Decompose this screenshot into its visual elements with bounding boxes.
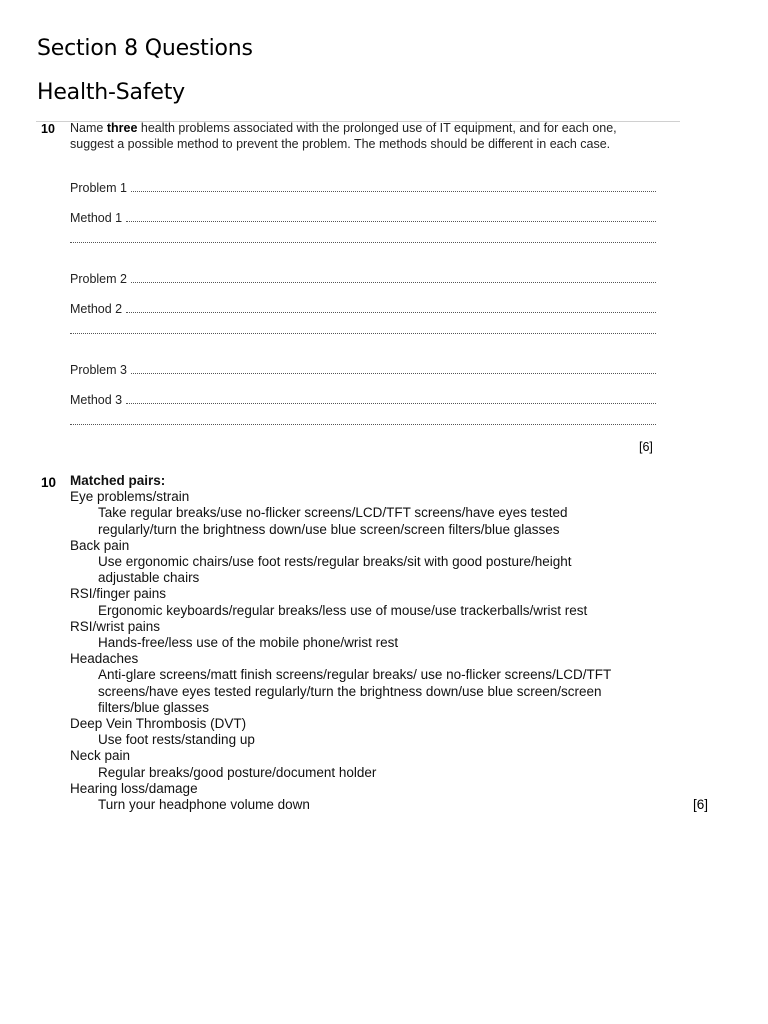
dotted-line bbox=[70, 242, 656, 243]
question-number: 10 bbox=[41, 122, 55, 136]
mark-scheme-title: Matched pairs: bbox=[70, 473, 166, 488]
mark-scheme bbox=[70, 473, 611, 813]
dotted-line bbox=[126, 403, 656, 404]
answer-line-problem-2 bbox=[70, 272, 656, 286]
page-subtitle: Health-Safety bbox=[37, 80, 185, 105]
answer-line-label: Method 1 bbox=[70, 211, 123, 225]
problem-item: Neck pain bbox=[70, 748, 131, 764]
page-title: Section 8 Questions bbox=[37, 36, 253, 61]
solution-line: Take regular breaks/use no-flicker screens/LCD/TFT screens/have eyes tested bbox=[98, 505, 568, 521]
solution-line: filters/blue glasses bbox=[98, 699, 210, 715]
solution-line: screens/have eyes tested regularly/turn the brightness down/use blue screen/screen bbox=[98, 683, 602, 699]
answer-number: 10 bbox=[41, 475, 57, 490]
solution-line: Regular breaks/good posture/document holder bbox=[98, 764, 377, 780]
problem-item: RSI/finger pains bbox=[70, 586, 167, 602]
answer-line-method-1 bbox=[70, 211, 656, 225]
question-marks: [6] bbox=[639, 440, 653, 454]
answer-line-label: Problem 1 bbox=[70, 181, 127, 195]
problem-item: Back pain bbox=[70, 537, 130, 553]
dotted-line bbox=[70, 424, 656, 425]
answer-line-label: Method 3 bbox=[70, 393, 123, 407]
dotted-line bbox=[126, 221, 656, 222]
solution-line: Use ergonomic chairs/use foot rests/regular breaks/sit with good posture/height bbox=[98, 554, 572, 570]
answer-line-label: Problem 2 bbox=[70, 272, 127, 286]
solution-line: Turn your headphone volume down bbox=[98, 797, 310, 813]
problem-item: RSI/wrist pains bbox=[70, 618, 161, 634]
solution-line: Ergonomic keyboards/regular breaks/less use of mouse/use trackerballs/wrist rest bbox=[98, 602, 588, 618]
dotted-line bbox=[131, 282, 656, 283]
answer-line-continuation bbox=[70, 333, 656, 337]
question-text: Name three health problems associated with the prolonged use of IT equipment, and for each one, suggest a possible method to prevent the problem. The methods should be different in each case. bbox=[70, 121, 617, 151]
answer-line-continuation bbox=[70, 242, 656, 246]
solution-line: Hands-free/less use of the mobile phone/wrist rest bbox=[98, 635, 399, 651]
problem-item: Deep Vein Thrombosis (DVT) bbox=[70, 716, 247, 732]
solution-line: Use foot rests/standing up bbox=[98, 732, 255, 748]
dotted-line bbox=[126, 312, 656, 313]
problem-item: Hearing loss/damage bbox=[70, 780, 198, 796]
answer-line-method-2 bbox=[70, 302, 656, 316]
answer-line-continuation bbox=[70, 424, 656, 428]
answer-line-problem-1 bbox=[70, 181, 656, 195]
problem-item: Eye problems/strain bbox=[70, 489, 190, 505]
answer-marks: [6] bbox=[693, 797, 709, 812]
solution-line: Anti-glare screens/matt finish screens/regular breaks/ use no-flicker screens/LCD/TFT bbox=[98, 667, 612, 683]
answer-line-problem-3 bbox=[70, 363, 656, 377]
solution-line: adjustable chairs bbox=[98, 570, 200, 586]
dotted-line bbox=[131, 373, 656, 374]
answer-line-label: Method 2 bbox=[70, 302, 123, 316]
problem-item: Headaches bbox=[70, 651, 139, 667]
dotted-line bbox=[70, 333, 656, 334]
answer-line-label: Problem 3 bbox=[70, 363, 127, 377]
answer-line-method-3 bbox=[70, 393, 656, 407]
solution-line: regularly/turn the brightness down/use blue screen/screen filters/blue glasses bbox=[98, 521, 560, 537]
dotted-line bbox=[131, 191, 656, 192]
